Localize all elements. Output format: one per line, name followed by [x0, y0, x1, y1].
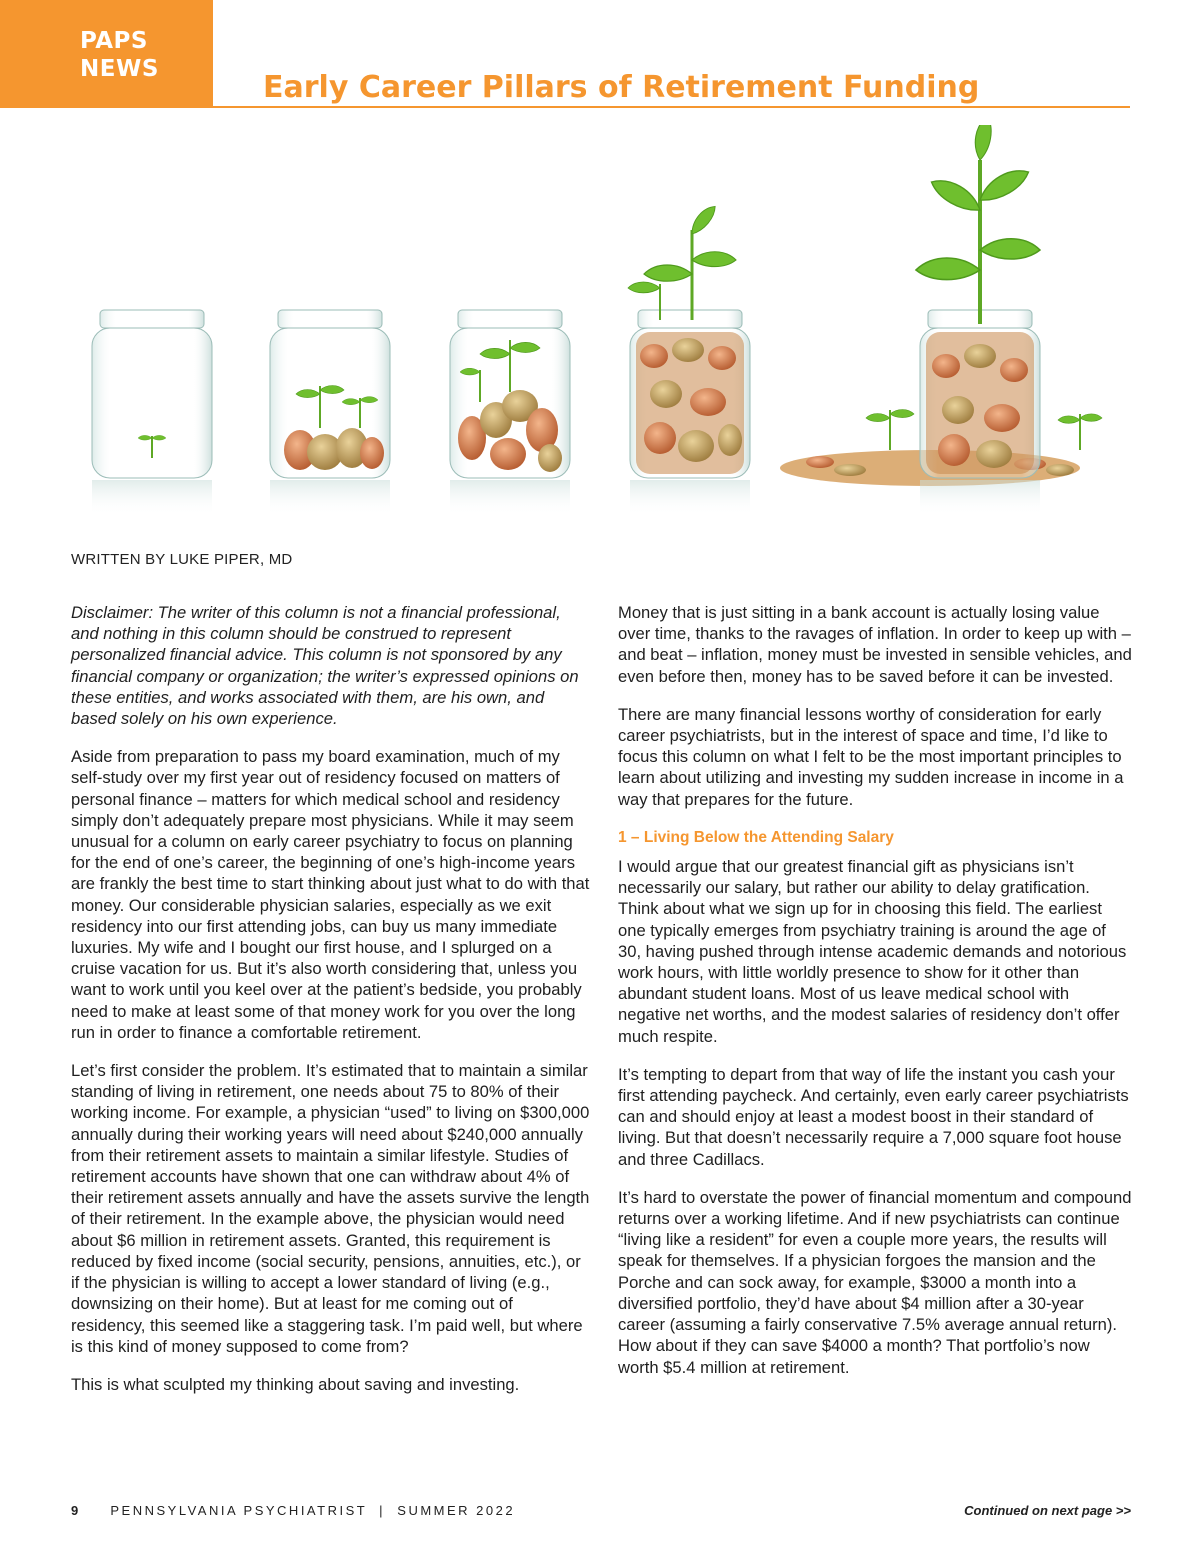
- hero-image-coin-jars: [60, 125, 1140, 520]
- body-paragraph: Let’s first consider the problem. It’s estimated that to maintain a similar standing of living in retirement, one needs about 75 to 80% of their working income. For example, a physician “used” to living on $300,000 annually during their working years will need about $240,000 annually from their retirement assets to maintain a similar lifestyle. Studies of retirement accounts have shown that one can withdraw about 4% of their retirement assets annually and have the assets survive the length of their retirement. In the example above, the physician would need about $6 million in retirement assets. Granted, this requirement is reduced by fixed income (social security, pensions, annuities, etc.), or if the physician is willing to accept a lower standard of living (e.g., downsizing on their home). But at least for me coming out of residency, this seemed like a staggering task. I’m paid well, but where is this kind of money supposed to come from?: [71, 1061, 590, 1356]
- body-paragraph: It’s tempting to depart from that way of life the instant you cash your first attending paycheck. And certainly, even early career psychiatrists can and should enjoy at least a modest boost in their standard of living. But that doesn’t necessarily require a 7,000 square foot house and three Cadillacs.: [618, 1064, 1129, 1169]
- body-paragraph: Aside from preparation to pass my board examination, much of my self-study over my first year out of residency focused on matters of personal finance – matters for which medical school and residency simply don’t adequately prepare most physicians. While it may seem unusual for a column on early career psychiatry to focus on planning for the end of one’s career, the beginning of one’s high-income years are frankly the best time to start thinking about just what to do with that money. Our considerable physician salaries, especially as we exit residency into our first attending jobs, can buy us many immediate luxuries. My wife and I bought our first house, and I splurged on a cruise vacation for us. But it’s also worth considering that, unless you want to work until you keel over at the patient’s bedside, you probably need to make at least some of that money work for you over the long run in order to finance a comfortable retirement.: [71, 747, 590, 1042]
- section-heading: 1 – Living Below the Attending Salary: [618, 828, 894, 846]
- left-column: [71, 602, 591, 1412]
- section-badge: [0, 0, 213, 108]
- continued-link[interactable]: Continued on next page >>: [964, 1503, 1131, 1518]
- badge-line-1: PAPS: [80, 28, 148, 54]
- jar-3: [450, 310, 570, 516]
- right-column: [618, 602, 1133, 1395]
- body-paragraph: This is what sculpted my thinking about saving and investing.: [71, 1374, 520, 1394]
- body-paragraph: It’s hard to overstate the power of financial momentum and compound returns over a working lifetime. And if new psychiatrists can continue “living like a resident” for even a couple more years, the results will speak for themselves. If a physician forgoes the mansion and the Porche and can sock away, for example, $3000 a month into a diversified portfolio, they’d have about $4 million after a 30-year career (assuming a fairly conservative 7.5% average annual return). How about if they can save $4000 a month? That portfolio’s now worth $5.4 million at retirement.: [618, 1187, 1132, 1377]
- jar-1: [92, 310, 212, 516]
- jar-5: [780, 125, 1102, 516]
- body-paragraph: I would argue that our greatest financial gift as physicians isn’t necessarily our salary, but rather our ability to delay gratification. Think about what we sign up for in choosing this field. The earliest one typically emerges from psychiatry training is around the age of 30, having pushed through intense academic demands and notorious work hours, with little worldly presence to show for it other than abundant student loans. Most of us leave medical school with negative net worths, and the modest salaries of residency don’t offer much respite.: [618, 857, 1127, 1046]
- body-paragraph: There are many financial lessons worthy of consideration for early career psychiatrists, but in the interest of space and time, I’d like to focus this column on what I felt to be the most important principles to learn about utilizing and investing my sudden increase in income in a way that prepares for the future.: [618, 704, 1124, 809]
- body-paragraph: Money that is just sitting in a bank account is actually losing value over time, thanks to the ravages of inflation. In order to keep up with – and beat – inflation, money must be invested in sensible vehicles, and even before then, money has to be saved before it can be invested.: [618, 603, 1132, 686]
- disclaimer: Disclaimer: The writer of this column is not a financial professional, and nothing in this column should be construed to represent personalized financial advice. This column is not sponsored by any financial company or organization; the writer’s expressed opinions on these entities, and works associated with them, are his own, and based solely on his own experience.: [71, 603, 579, 729]
- jar-2: [270, 310, 390, 516]
- title-divider: [213, 106, 1130, 108]
- byline: WRITTEN BY LUKE PIPER, MD: [71, 551, 293, 568]
- article-title: Early Career Pillars of Retirement Funding: [263, 70, 980, 105]
- page-number: 9: [71, 1503, 79, 1518]
- jar-4: [628, 202, 750, 516]
- publication-name: PENNSYLVANIA PSYCHIATRIST | SUMMER 2022: [110, 1503, 516, 1518]
- page-footer: [71, 1503, 1131, 1523]
- badge-line-2: NEWS: [80, 56, 159, 82]
